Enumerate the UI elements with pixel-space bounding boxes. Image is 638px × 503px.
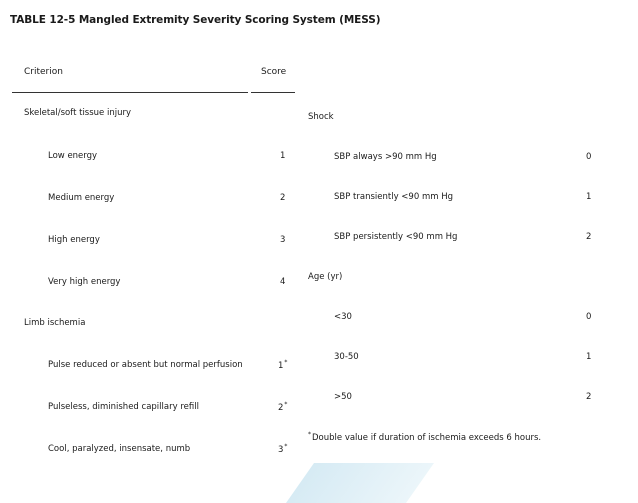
table-title: TABLE 12-5 Mangled Extremity Severity Scoring System (MESS) [10,14,381,26]
footnote-marker: * [284,359,288,366]
ischemia-item-label: Cool, paralyzed, insensate, numb [48,444,191,454]
skeletal-item-label: Very high energy [48,277,121,287]
decorative-slide-shape [286,463,434,503]
ischemia-item-label: Pulse reduced or absent but normal perfusion [48,360,243,370]
shock-item-label: SBP persistently <90 mm Hg [334,232,458,242]
header-divider-left [12,92,248,93]
age-heading: Age (yr) [308,272,343,282]
shock-item-score: 0 [586,152,592,162]
ischemia-item-score: 3* [278,443,288,455]
age-item-score: 2 [586,392,592,402]
footnote-marker: * [308,431,311,438]
skeletal-item-score: 3 [280,235,286,245]
age-item-label: >50 [334,392,352,402]
ischemia-item-score: 2* [278,401,288,413]
footnote-marker: * [284,401,288,408]
skeletal-item-label: Medium energy [48,193,115,203]
shock-item-label: SBP always >90 mm Hg [334,152,437,162]
age-item-label: 30-50 [334,352,359,362]
score-header: Score [261,67,287,77]
shock-item-score: 2 [586,232,592,242]
ischemia-item-label: Pulseless, diminished capillary refill [48,402,199,412]
ischemia-heading: Limb ischemia [24,318,86,328]
skeletal-item-label: Low energy [48,151,98,161]
ischemia-item-score: 1* [278,359,288,371]
footnote-marker: * [284,443,288,450]
skeletal-item-score: 2 [280,193,286,203]
skeletal-item-label: High energy [48,235,100,245]
age-item-score: 0 [586,312,592,322]
skeletal-heading: Skeletal/soft tissue injury [24,108,132,118]
age-item-label: <30 [334,312,352,322]
shock-heading: Shock [308,112,334,122]
shock-item-score: 1 [586,192,592,202]
skeletal-item-score: 4 [280,277,286,287]
header-divider-right [251,92,295,93]
age-item-score: 1 [586,352,592,362]
criterion-header: Criterion [24,67,63,77]
shock-item-label: SBP transiently <90 mm Hg [334,192,453,202]
skeletal-item-score: 1 [280,151,286,161]
footnote: *Double value if duration of ischemia exceeds 6 hours. [308,431,542,443]
